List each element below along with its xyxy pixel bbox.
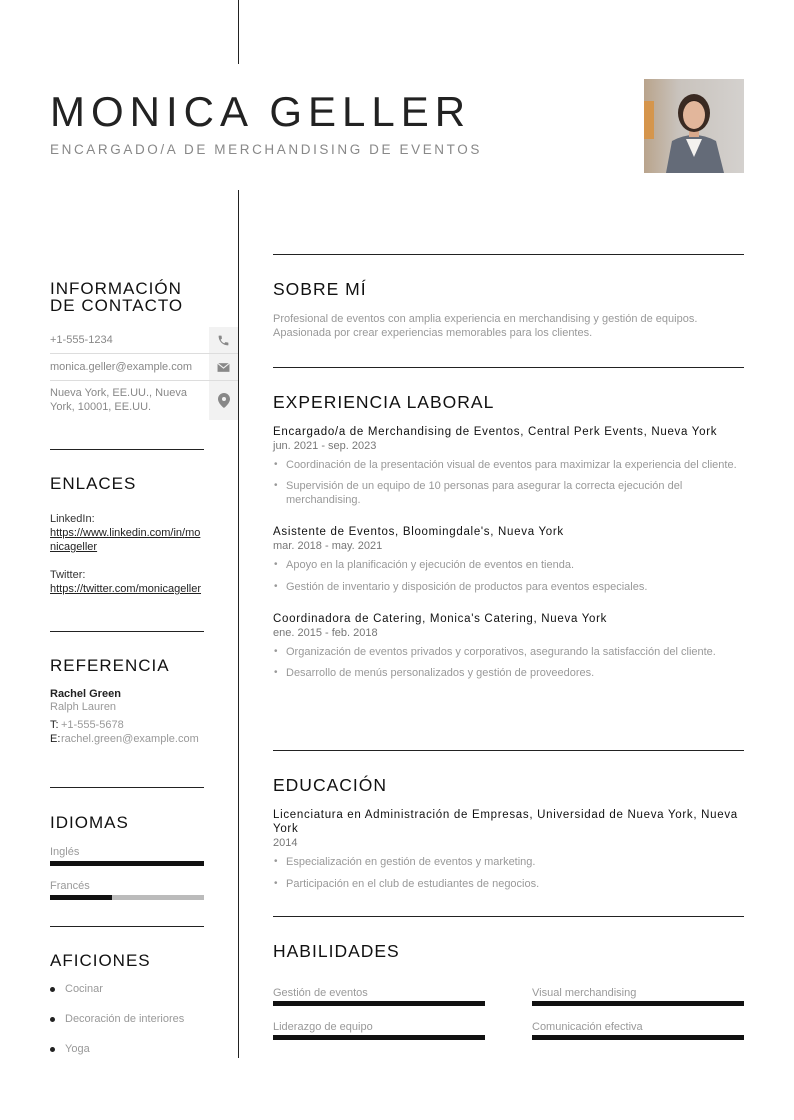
language-item bbox=[50, 880, 204, 900]
language-name: Francés bbox=[50, 880, 90, 892]
job-bullet: • Gestión de inventario y disposición de productos para eventos especiales. bbox=[273, 580, 744, 594]
phone-icon bbox=[209, 327, 238, 353]
reference-phone-prefix: T: bbox=[50, 719, 59, 731]
vertical-divider bbox=[238, 190, 239, 1058]
language-level-fill bbox=[50, 861, 204, 866]
job-date: ene. 2015 - feb. 2018 bbox=[273, 627, 378, 639]
contact-phone-row bbox=[50, 327, 238, 354]
education-bullet: • Participación en el club de estudiantes de negocios. bbox=[273, 877, 744, 891]
skill-item bbox=[273, 987, 485, 1006]
linkedin-label: LinkedIn: bbox=[50, 513, 95, 525]
hobby-item: Yoga bbox=[50, 1043, 90, 1055]
hobby-item: Cocinar bbox=[50, 983, 103, 995]
skill-name: Liderazgo de equipo bbox=[273, 1021, 373, 1033]
reference-section bbox=[50, 657, 204, 746]
job-entry bbox=[273, 525, 744, 594]
skill-name: Comunicación efectiva bbox=[532, 1021, 643, 1033]
education-section bbox=[273, 775, 744, 891]
contact-email-row bbox=[50, 354, 238, 381]
job-bullet: • Supervisión de un equipo de 10 personas para asegurar la correcta ejecución del merchandising. bbox=[273, 479, 744, 507]
language-level-fill bbox=[50, 895, 112, 900]
link-item-twitter bbox=[50, 568, 204, 596]
skills-title: HABILIDADES bbox=[273, 941, 400, 961]
skill-name: Visual merchandising bbox=[532, 987, 637, 999]
hobby-item: Decoración de interiores bbox=[50, 1013, 184, 1025]
contact-email[interactable]: monica.geller@example.com bbox=[50, 361, 193, 373]
location-pin-icon bbox=[209, 381, 238, 420]
hobbies-title: AFICIONES bbox=[50, 951, 151, 970]
reference-name: Rachel Green bbox=[50, 688, 121, 700]
education-bullet: • Especialización en gestión de eventos y marketing. bbox=[273, 855, 744, 869]
bullet-icon bbox=[50, 1017, 55, 1022]
link-item-linkedin bbox=[50, 512, 204, 554]
languages-section bbox=[50, 814, 204, 900]
job-entry bbox=[273, 612, 744, 680]
skill-item bbox=[273, 1021, 485, 1040]
twitter-link[interactable]: https://twitter.com/monicageller bbox=[50, 583, 202, 595]
job-date: jun. 2021 - sep. 2023 bbox=[273, 440, 377, 452]
profile-photo bbox=[644, 79, 744, 173]
bullet-icon bbox=[50, 987, 55, 992]
about-section bbox=[273, 279, 744, 340]
contact-address: Nueva York, EE.UU., Nueva York, 10001, EE.UU. bbox=[50, 387, 187, 413]
job-title: Coordinadora de Catering, Monica's Catering, Nueva York bbox=[273, 613, 608, 625]
skill-level-bar bbox=[532, 1035, 744, 1040]
linkedin-link[interactable]: https://www.linkedin.com/in/monicageller bbox=[50, 527, 201, 553]
reference-email-row bbox=[50, 732, 204, 746]
language-name: Inglés bbox=[50, 846, 80, 858]
reference-phone: +1-555-5678 bbox=[61, 719, 124, 731]
education-title: EDUCACIÓN bbox=[273, 775, 388, 795]
resume-role: ENCARGADO/A DE MERCHANDISING DE EVENTOS bbox=[50, 142, 482, 157]
divider bbox=[50, 449, 204, 450]
job-entry bbox=[273, 425, 744, 507]
resume-name: MONICA GELLER bbox=[50, 88, 472, 135]
skill-level-bar bbox=[273, 1001, 485, 1006]
skills-section bbox=[273, 941, 744, 962]
divider bbox=[273, 254, 744, 255]
reference-company: Ralph Lauren bbox=[50, 701, 117, 713]
about-title: SOBRE MÍ bbox=[273, 279, 367, 299]
contact-section-title: INFORMACIÓN DE CONTACTO bbox=[50, 279, 184, 315]
divider bbox=[273, 916, 744, 917]
job-bullet: • Coordinación de la presentación visual de eventos para maximizar la experiencia del cliente. bbox=[273, 458, 744, 472]
language-level-bar bbox=[50, 895, 204, 900]
links-section bbox=[50, 475, 204, 596]
degree-title: Licenciatura en Administración de Empresas, Universidad de Nueva York, Nueva York bbox=[273, 809, 738, 835]
degree-year: 2014 bbox=[273, 837, 298, 849]
job-bullet: • Desarrollo de menús personalizados y gestión de proveedores. bbox=[273, 666, 744, 680]
divider bbox=[50, 787, 204, 788]
job-title: Encargado/a de Merchandising de Eventos, Central Perk Events, Nueva York bbox=[273, 426, 718, 438]
vertical-divider-top bbox=[238, 0, 239, 64]
experience-section bbox=[273, 392, 744, 680]
skill-item bbox=[532, 987, 744, 1006]
links-title: ENLACES bbox=[50, 474, 137, 493]
about-text: Profesional de eventos con amplia experiencia en merchandising y gestión de equipos. Apasionada por crear experiencias memorables para los clientes. bbox=[273, 313, 698, 339]
languages-title: IDIOMAS bbox=[50, 813, 129, 832]
skill-name: Gestión de eventos bbox=[273, 987, 368, 999]
skill-level-bar bbox=[273, 1035, 485, 1040]
contact-phone[interactable]: +1-555-1234 bbox=[50, 334, 113, 346]
bullet-icon bbox=[50, 1047, 55, 1052]
contact-address-row bbox=[50, 381, 238, 420]
divider bbox=[273, 367, 744, 368]
job-date: mar. 2018 - may. 2021 bbox=[273, 540, 383, 552]
twitter-label: Twitter: bbox=[50, 569, 86, 581]
language-level-bar bbox=[50, 861, 204, 866]
job-bullet: • Apoyo en la planificación y ejecución de eventos en tienda. bbox=[273, 558, 744, 572]
job-bullet: • Organización de eventos privados y corporativos, asegurando la satisfacción del cliente. bbox=[273, 645, 744, 659]
mail-icon bbox=[209, 354, 238, 380]
experience-title: EXPERIENCIA LABORAL bbox=[273, 392, 495, 412]
divider bbox=[273, 750, 744, 751]
divider bbox=[50, 631, 204, 632]
divider bbox=[50, 926, 204, 927]
reference-phone-row bbox=[50, 718, 204, 732]
reference-title: REFERENCIA bbox=[50, 656, 170, 675]
language-item bbox=[50, 846, 204, 866]
reference-email[interactable]: rachel.green@example.com bbox=[61, 733, 199, 745]
job-title: Asistente de Eventos, Bloomingdale's, Nueva York bbox=[273, 526, 564, 538]
skill-item bbox=[532, 1021, 744, 1040]
reference-email-prefix: E: bbox=[50, 733, 61, 745]
skill-level-bar bbox=[532, 1001, 744, 1006]
